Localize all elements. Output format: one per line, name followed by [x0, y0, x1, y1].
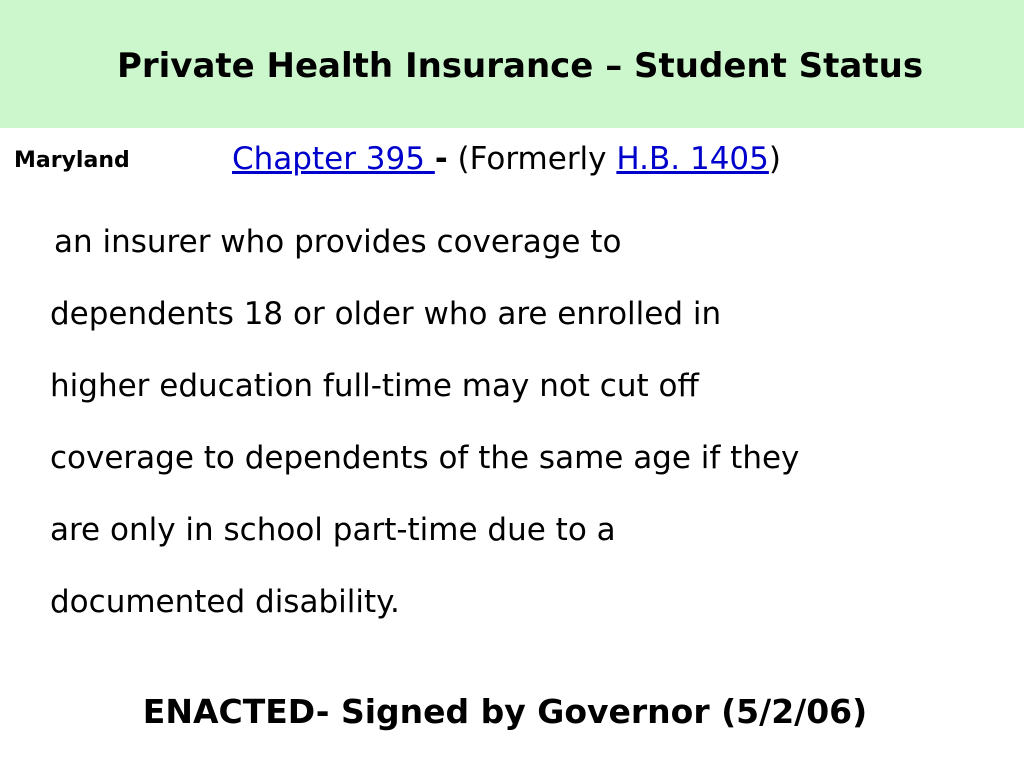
description-line: dependents 18 or older who are enrolled in: [50, 296, 722, 332]
formerly-text: (Formerly: [447, 141, 617, 177]
close-paren: ): [768, 141, 781, 177]
description-line: documented disability.: [50, 584, 400, 620]
law-reference: [232, 135, 781, 183]
description-line: are only in school part-time due to a: [50, 512, 616, 548]
title-banner: [0, 0, 1024, 128]
description-line: an insurer who provides coverage to: [54, 224, 622, 260]
law-dash: -: [434, 141, 448, 177]
state-label: Maryland: [14, 148, 130, 173]
bill-link[interactable]: H.B. 1405: [616, 141, 769, 177]
enactment-status: ENACTED- Signed by Governor (5/2/06): [142, 692, 868, 731]
description-line: higher education full-time may not cut off: [50, 368, 699, 404]
description-line: coverage to dependents of the same age if they: [50, 440, 800, 476]
chapter-link[interactable]: Chapter 395: [232, 141, 435, 177]
law-description: [50, 206, 1020, 638]
slide-title: Private Health Insurance – Student Status: [116, 46, 924, 86]
